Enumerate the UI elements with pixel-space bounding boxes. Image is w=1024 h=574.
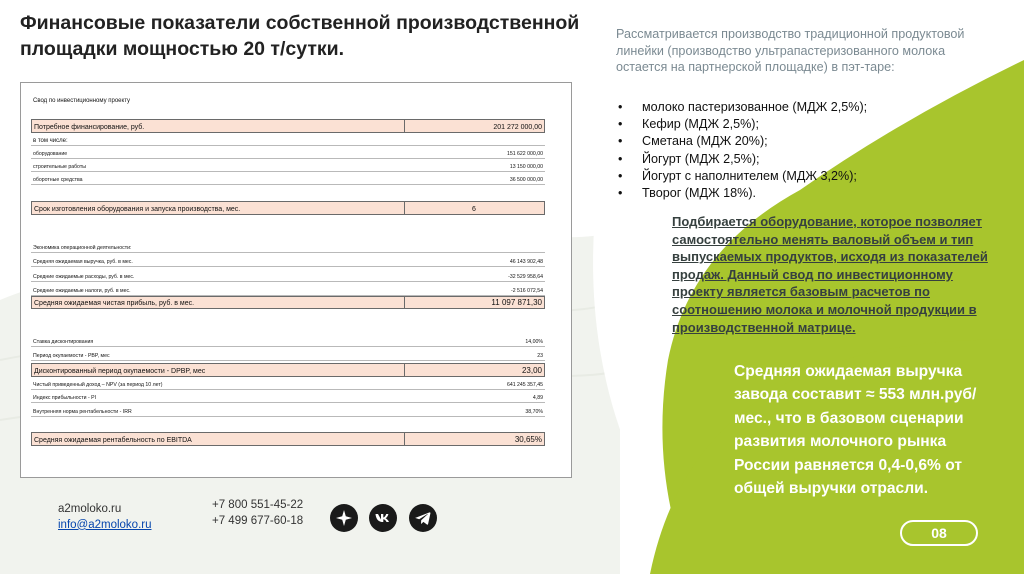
product-label: Йогурт (МДЖ 2,5%); (642, 151, 760, 166)
pi-row (31, 391, 545, 403)
table-header (31, 91, 545, 105)
payback-label: Период окупаемости - PBP, мес (33, 353, 110, 359)
net-profit-value: 11 097 871,30 (491, 298, 542, 307)
dpbp-label: Дисконтированный период окупаемости - DPBP, мес (34, 368, 206, 375)
equipment-note: Подбирается оборудование, которое позволяет самостоятельно менять валовый объем и тип выпускаемых продуктов, исходя из показателей продаж. Данный свод по инвестиционному проекту является базовым расчетов по соотношению молока и молочной продукции в производственной матрице. (672, 214, 988, 335)
bullet-icon: • (618, 186, 623, 201)
list-item (616, 168, 976, 185)
payback-row (31, 349, 545, 361)
phone-2[interactable]: +7 499 677-60-18 (212, 514, 304, 527)
expenses-label: Средние ожидаемые расходы, руб. в мес. (33, 274, 135, 280)
phone-1[interactable]: +7 800 551-45-22 (212, 499, 304, 511)
expenses-row (31, 269, 545, 282)
list-item (616, 133, 976, 150)
page-title: Финансовые показатели собственной производственной площадки мощностью 20 т/сутки. (20, 12, 580, 60)
revenue-summary: Средняя ожидаемая выручка завода составит ≈ 553 млн.руб/мес., что в базовом сценарии развития молочного рынка России равняется 0,4-0,6% от общей выручки отрасли. (734, 363, 977, 498)
discount-rate-value: 14,00% (525, 339, 543, 345)
construction-row (31, 159, 545, 172)
economics-row (31, 241, 545, 253)
irr-value: 38,70% (525, 409, 543, 415)
product-list (616, 99, 976, 202)
ebitda-value: 30,65% (514, 435, 542, 444)
equipment-row (31, 146, 545, 159)
revenue-value: 46 143 902,48 (509, 259, 543, 265)
phone-contacts (212, 498, 303, 529)
funding-value: 201 272 000,00 (493, 124, 542, 131)
pi-label: Индекс прибыльности - PI (33, 395, 97, 401)
irr-row (31, 405, 545, 417)
lead-time-value: 6 (472, 206, 476, 213)
product-label: Сметана (МДЖ 20%); (642, 134, 768, 149)
bullet-icon: • (618, 151, 623, 166)
taxes-value: -2 516 072,54 (510, 288, 543, 294)
net-profit-row (31, 296, 545, 309)
site-link[interactable]: a2moloko.ru (58, 503, 122, 515)
taxes-row (31, 283, 545, 296)
vk-icon[interactable] (369, 504, 397, 532)
ebitda-row (31, 432, 545, 446)
including-row (31, 134, 545, 146)
discount-rate-label: Ставка дисконтирования (33, 339, 94, 345)
funding-label: Потребное финансирование, руб. (34, 124, 145, 131)
discount-rate-row (31, 335, 545, 347)
intro-text: Рассматривается производство традиционной продуктовой линейки (производство ультрапастеризованного молока остается на партнерской площадке) в пэт-таре: (616, 27, 965, 74)
payback-value: 23 (537, 353, 543, 359)
product-label: молоко пастеризованное (МДЖ 2,5%); (642, 100, 868, 114)
table-header-label: Свод по инвестиционному проекту (33, 98, 131, 104)
construction-label: строительные работы (33, 164, 86, 170)
net-profit-label: Средняя ожидаемая чистая прибыль, руб. в мес. (34, 300, 195, 307)
working-capital-value: 36 500 000,00 (509, 177, 543, 183)
web-contacts (58, 502, 152, 533)
equipment-label: оборудование (33, 151, 68, 157)
npv-label: Чистый приведенный доход – NPV (за период 10 лет) (33, 382, 163, 388)
ebitda-label: Средняя ожидаемая рентабельность по EBITDA (34, 437, 192, 444)
product-label: Кефир (МДЖ 2,5%); (642, 117, 759, 132)
product-label: Йогурт с наполнителем (МДЖ 3,2%); (642, 168, 857, 183)
including-label: в том числе: (33, 138, 68, 144)
revenue-label: Средняя ожидаемая выручка, руб. в мес. (33, 259, 133, 265)
telegram-icon[interactable] (409, 504, 437, 532)
npv-row (31, 378, 545, 390)
taxes-label: Средние ожидаемые налоги, руб. в мес. (33, 288, 131, 294)
pi-value: 4,89 (532, 395, 543, 401)
lead-time-label: Срок изготовления оборудования и запуска производства, мес. (34, 206, 241, 213)
npv-value: 641 245 357,45 (506, 382, 543, 388)
investment-summary-table (20, 82, 572, 478)
email-link[interactable]: info@a2moloko.ru (58, 518, 152, 531)
economics-label: Экономика операционной деятельности: (33, 245, 132, 251)
working-capital-row (31, 172, 545, 185)
construction-value: 13 150 000,00 (509, 164, 543, 170)
irr-label: Внутренняя норма рентабельности - IRR (33, 409, 132, 415)
working-capital-label: оборотные средства (33, 177, 83, 183)
equipment-value: 151 622 000,00 (506, 151, 543, 157)
bullet-icon: • (618, 100, 623, 114)
revenue-row (31, 254, 545, 267)
lead-time-row (31, 201, 545, 215)
list-item (616, 116, 976, 133)
page-number: 08 (900, 520, 978, 546)
star-icon[interactable] (330, 504, 358, 532)
funding-row (31, 119, 545, 133)
list-item (616, 99, 976, 116)
dpbp-value: 23,00 (521, 366, 542, 375)
list-item (616, 185, 976, 202)
bullet-icon: • (618, 117, 623, 132)
expenses-value: -32 529 958,64 (508, 274, 543, 280)
bullet-icon: • (618, 168, 623, 183)
bullet-icon: • (618, 134, 623, 149)
product-label: Творог (МДЖ 18%). (642, 186, 757, 201)
dpbp-row (31, 363, 545, 377)
list-item (616, 151, 976, 168)
